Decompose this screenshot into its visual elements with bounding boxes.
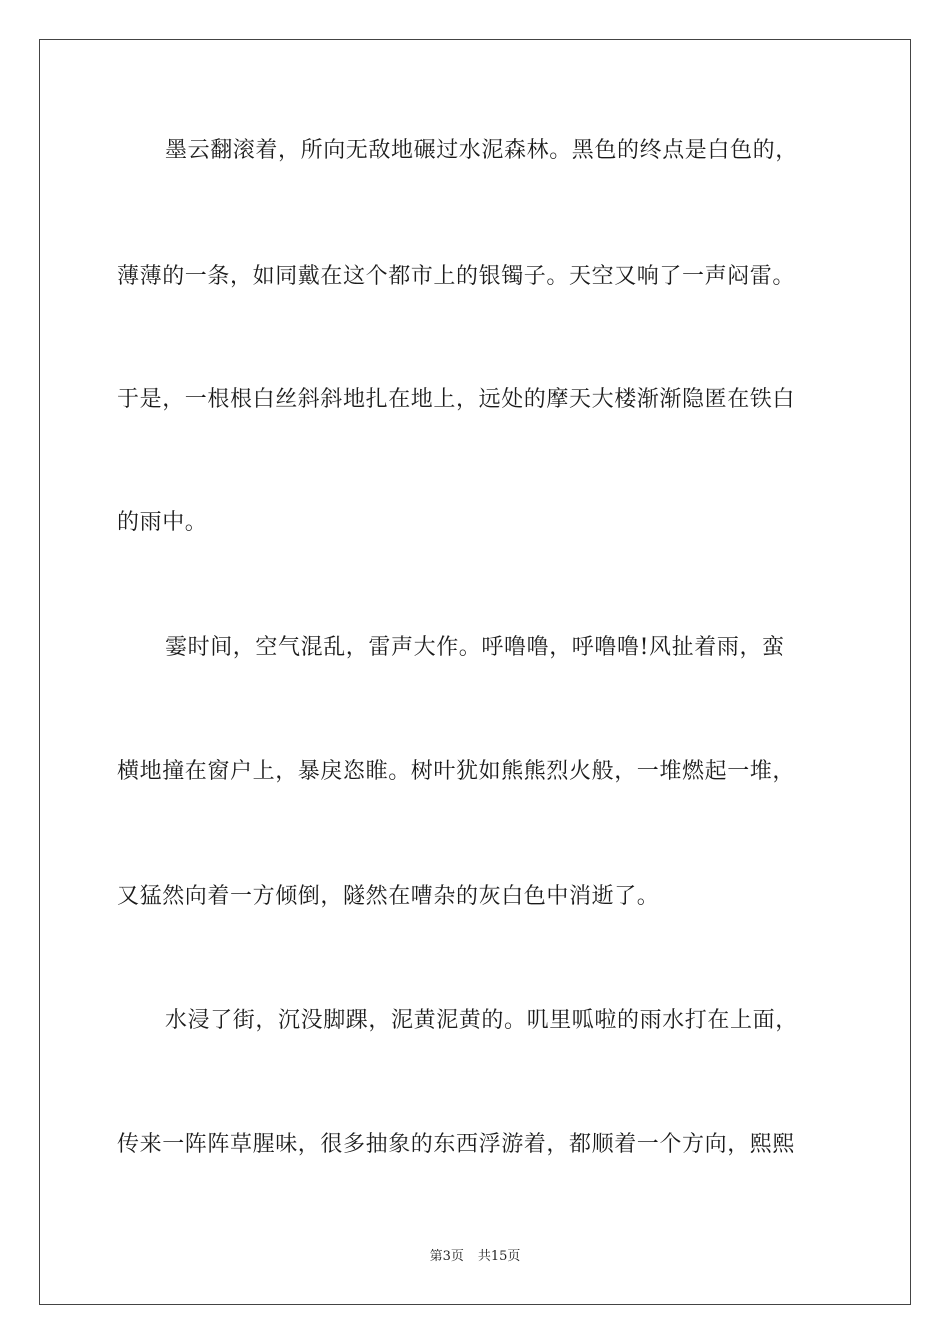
total-pages: 共15页	[477, 1249, 521, 1264]
paragraph-1-line-3: 于是，一根根白丝斜斜地扎在地上，远处的摩天大楼渐渐隐匿在铁白	[117, 387, 796, 412]
paragraph-2-line-3: 又猛然向着一方倾倒，隧然在嘈杂的灰白色中消逝了。	[117, 884, 660, 909]
paragraph-3-line-2: 传来一阵阵草腥味，很多抽象的东西浮游着，都顺着一个方向，熙熙	[117, 1132, 796, 1157]
page-footer	[0, 1247, 950, 1267]
page-border	[39, 39, 911, 1305]
paragraph-2-line-1: 霎时间，空气混乱，雷声大作。呼噜噜，呼噜噜!风扯着雨，蛮	[165, 635, 785, 660]
paragraph-3-line-1: 水浸了街，沉没脚踝，泥黄泥黄的。叽里呱啦的雨水打在上面，	[165, 1008, 798, 1033]
paragraph-2-line-2: 横地撞在窗户上，暴戾恣睢。树叶犹如熊熊烈火般，一堆燃起一堆，	[117, 759, 796, 784]
page-number: 第3页	[429, 1249, 464, 1264]
paragraph-1-line-2: 薄薄的一条，如同戴在这个都市上的银镯子。天空又响了一声闷雷。	[117, 264, 796, 289]
paragraph-1-line-1: 墨云翻滚着，所向无敌地碾过水泥森林。黑色的终点是白色的，	[165, 138, 798, 163]
paragraph-1-line-4: 的雨中。	[117, 510, 208, 535]
